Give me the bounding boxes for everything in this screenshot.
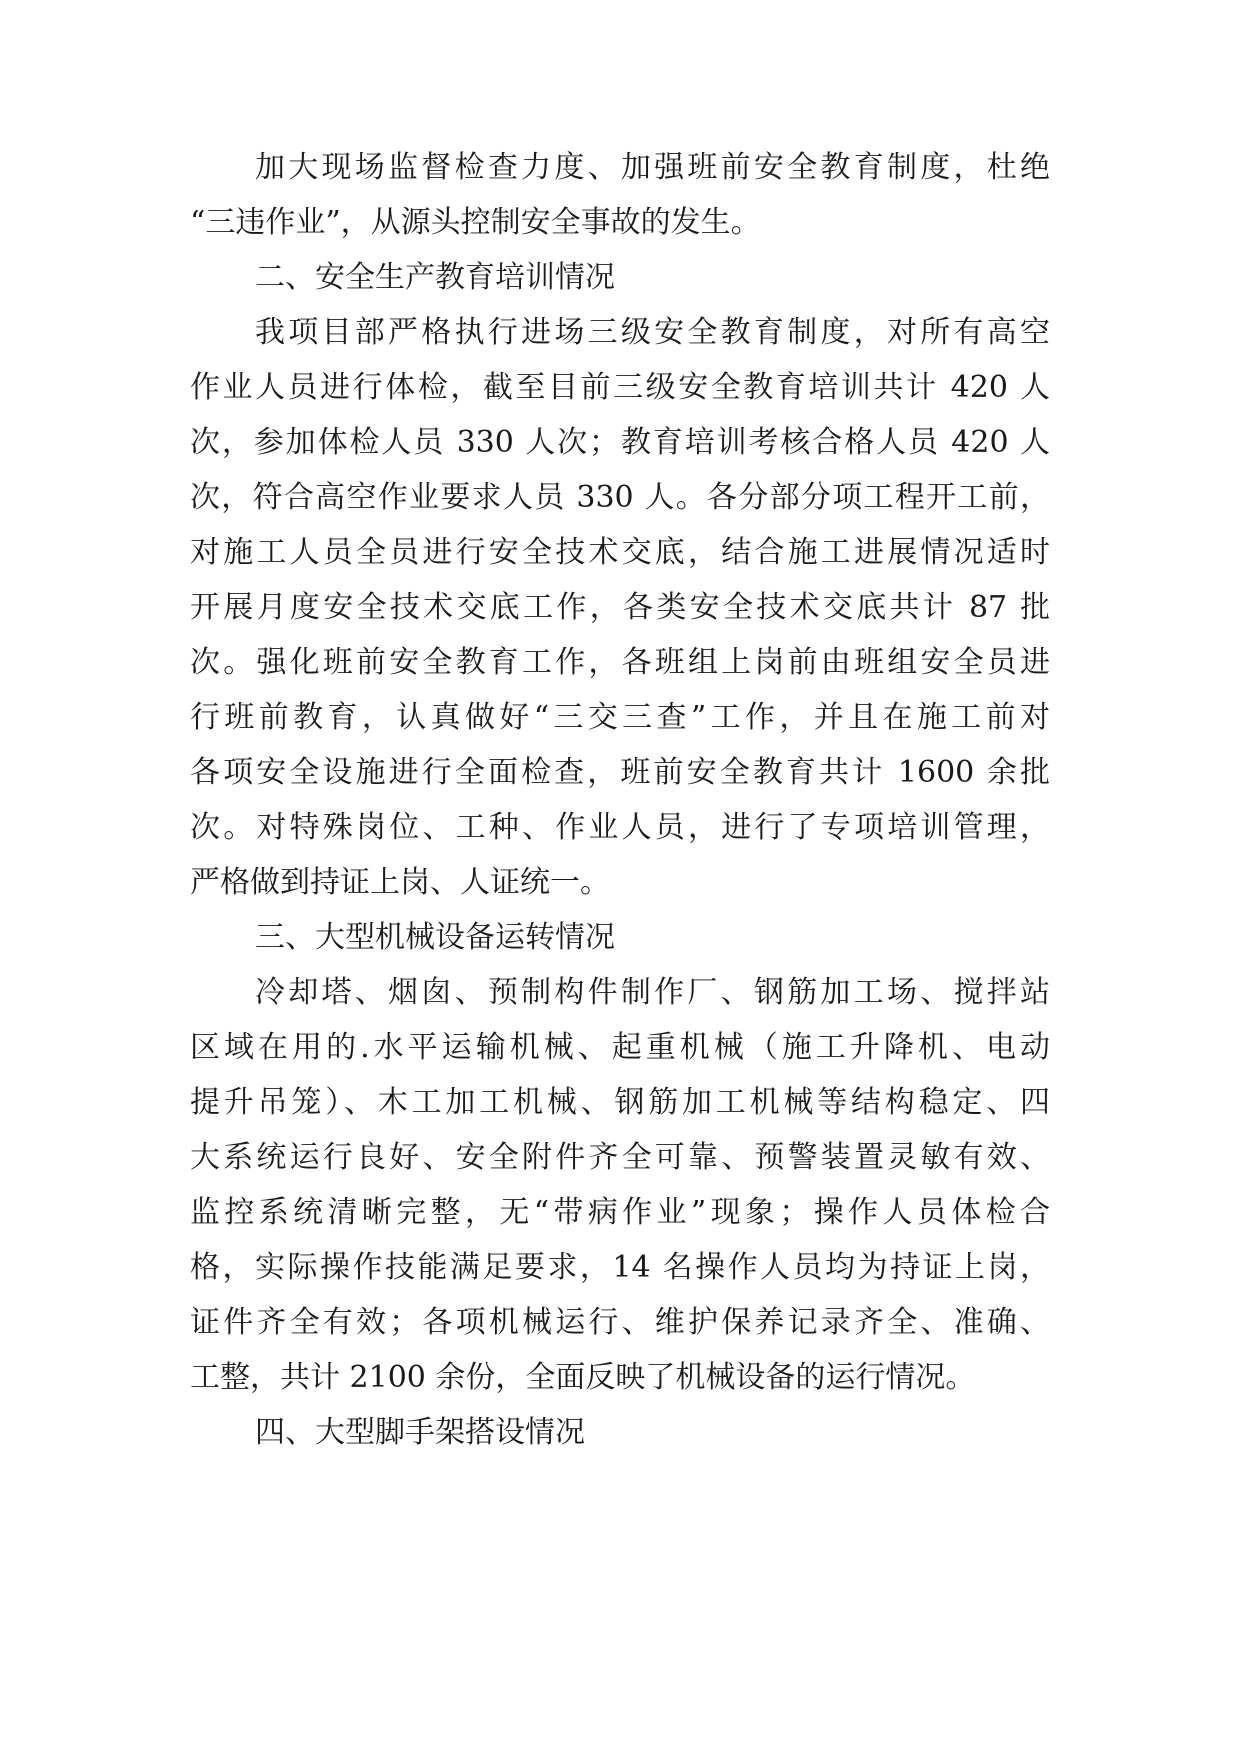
text-line: 对施工人员全员进行安全技术交底，结合施工进展情况适时 [190, 535, 1050, 570]
text-line: 格，实际操作技能满足要求，14 名操作人员均为持证上岗， [190, 1250, 1050, 1285]
text-line: 加大现场监督检查力度、加强班前安全教育制度，杜绝 [255, 150, 1050, 185]
text-line: 次。强化班前安全教育工作，各班组上岗前由班组安全员进 [190, 645, 1050, 680]
section-heading: 四、大型脚手架搭设情况 [255, 1415, 585, 1450]
section-heading: 二、安全生产教育培训情况 [255, 260, 615, 295]
text-line: 提升吊笼）、木工加工机械、钢筋加工机械等结构稳定、四 [190, 1085, 1050, 1120]
text-line: 次，参加体检人员 330 人次；教育培训考核合格人员 420 人 [190, 425, 1050, 460]
text-line: 大系统运行良好、安全附件齐全可靠、预警装置灵敏有效、 [190, 1140, 1050, 1175]
text-line: 次，符合高空作业要求人员 330 人。各分部分项工程开工前， [190, 480, 1050, 515]
text-line: 证件齐全有效；各项机械运行、维护保养记录齐全、准确、 [190, 1305, 1050, 1340]
section-heading: 三、大型机械设备运转情况 [255, 920, 615, 955]
text-line: 行班前教育，认真做好“三交三查”工作，并且在施工前对 [190, 700, 1050, 735]
text-line: “三违作业”，从源头控制安全事故的发生。 [190, 205, 761, 240]
text-line: 次。对特殊岗位、工种、作业人员，进行了专项培训管理， [190, 810, 1050, 845]
text-line: 监控系统清晰完整，无“带病作业”现象；操作人员体检合 [190, 1195, 1050, 1230]
text-line: 冷却塔、烟囱、预制构件制作厂、钢筋加工场、搅拌站 [255, 975, 1050, 1010]
text-line: 区域在用的.水平运输机械、起重机械（施工升降机、电动 [190, 1030, 1050, 1065]
text-line: 作业人员进行体检，截至目前三级安全教育培训共计 420 人 [190, 370, 1050, 405]
text-line: 工整，共计 2100 余份，全面反映了机械设备的运行情况。 [190, 1360, 976, 1395]
text-line: 开展月度安全技术交底工作，各类安全技术交底共计 87 批 [190, 590, 1050, 625]
text-line: 严格做到持证上岗、人证统一。 [190, 865, 610, 900]
text-line: 各项安全设施进行全面检查，班前安全教育共计 1600 余批 [190, 755, 1050, 790]
text-line: 我项目部严格执行进场三级安全教育制度，对所有高空 [255, 315, 1050, 350]
